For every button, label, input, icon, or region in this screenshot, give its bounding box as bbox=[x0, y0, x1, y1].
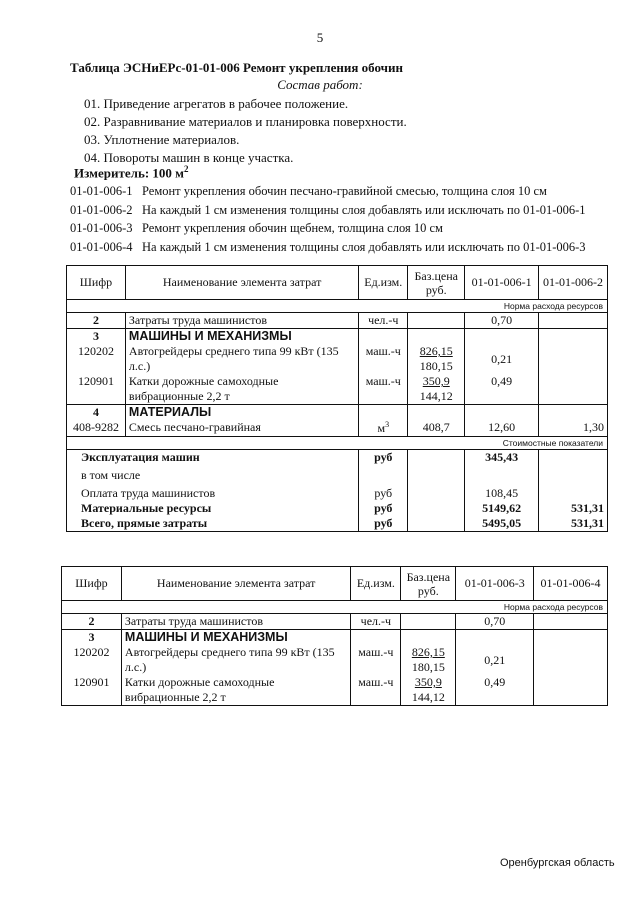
row-value-1: 0,21 bbox=[456, 645, 534, 675]
price-bottom: 180,15 bbox=[411, 660, 445, 674]
norm-caption-row bbox=[62, 601, 608, 614]
cost-value-1: 5149,62 bbox=[465, 501, 539, 516]
row-name: Затраты труда машинистов bbox=[125, 313, 358, 329]
table-row bbox=[62, 675, 608, 706]
empty-cell bbox=[359, 405, 408, 421]
cost-name: Всего, прямые затраты bbox=[67, 516, 359, 532]
header-name: Наименование элемента затрат bbox=[125, 266, 358, 300]
work-steps-list bbox=[84, 95, 407, 167]
cost-value-2: 531,31 bbox=[539, 501, 608, 516]
code-descriptions bbox=[70, 182, 586, 256]
cost-row bbox=[67, 516, 608, 532]
row-unit: чел.-ч bbox=[359, 313, 408, 329]
header-code: Шифр bbox=[62, 567, 122, 601]
row-unit: маш.-ч bbox=[359, 374, 408, 405]
code-line bbox=[70, 238, 586, 257]
row-price bbox=[401, 675, 456, 706]
section-row bbox=[67, 329, 608, 345]
row-unit: маш.-ч bbox=[359, 344, 408, 374]
empty-cell bbox=[408, 501, 465, 516]
row-value-2 bbox=[534, 675, 608, 706]
cost-caption: Стоимостные показатели bbox=[67, 437, 608, 450]
cost-unit: руб bbox=[359, 501, 408, 516]
row-price bbox=[408, 313, 465, 329]
empty-cell bbox=[408, 516, 465, 532]
empty-cell bbox=[465, 405, 539, 421]
row-value-2 bbox=[539, 313, 608, 329]
empty-cell bbox=[408, 329, 465, 345]
row-code: 2 bbox=[67, 313, 126, 329]
code-text: Ремонт укрепления обочин щебнем, толщина слоя 10 см bbox=[142, 221, 443, 235]
price-bottom: 144,12 bbox=[411, 690, 445, 704]
unit-text: м bbox=[377, 421, 386, 435]
code-id: 01-01-006-2 bbox=[70, 202, 133, 217]
price-top: 826,15 bbox=[411, 645, 445, 659]
code-id: 01-01-006-1 bbox=[70, 184, 133, 198]
row-value-1: 0,70 bbox=[465, 313, 539, 329]
row-price bbox=[408, 344, 465, 374]
measurement-unit bbox=[74, 164, 189, 181]
row-value-2: 1,30 bbox=[539, 420, 608, 437]
cost-unit: руб bbox=[359, 483, 408, 501]
price-top: 350,9 bbox=[422, 374, 450, 388]
empty-cell bbox=[539, 329, 608, 345]
section-name: МАШИНЫ И МЕХАНИЗМЫ bbox=[121, 630, 350, 646]
unit-exponent: 3 bbox=[385, 420, 390, 429]
cost-value-1 bbox=[465, 465, 539, 483]
row-unit: чел.-ч bbox=[351, 614, 401, 630]
code-id: 01-01-006-3 bbox=[70, 221, 133, 235]
code-line bbox=[70, 201, 586, 220]
empty-cell bbox=[408, 465, 465, 483]
header-name: Наименование элемента затрат bbox=[121, 567, 350, 601]
code-text: Ремонт укрепления обочин песчано-гравийной смесью, толщина слоя 10 см bbox=[142, 184, 547, 198]
header-col1: 01-01-006-3 bbox=[456, 567, 534, 601]
row-code: 120901 bbox=[62, 675, 122, 706]
measurement-unit-label: Измеритель: 100 м bbox=[74, 165, 185, 181]
empty-cell bbox=[408, 483, 465, 501]
row-name: Автогрейдеры среднего типа 99 кВт (135 л.с.) bbox=[125, 344, 358, 374]
header-unit: Ед.изм. bbox=[359, 266, 408, 300]
section-row bbox=[62, 630, 608, 646]
table-header-row bbox=[62, 567, 608, 601]
cost-unit: руб bbox=[359, 516, 408, 532]
row-code: 120202 bbox=[62, 645, 122, 675]
section-code: 4 bbox=[67, 405, 126, 421]
norm-caption-row bbox=[67, 300, 608, 313]
table-header-row bbox=[67, 266, 608, 300]
page-number: 5 bbox=[316, 30, 324, 45]
row-code: 408-9282 bbox=[67, 420, 126, 437]
empty-cell bbox=[351, 630, 401, 646]
row-unit bbox=[359, 420, 408, 437]
row-code: 120202 bbox=[67, 344, 126, 374]
row-price bbox=[408, 374, 465, 405]
resource-table-1 bbox=[66, 265, 608, 532]
row-code: 2 bbox=[62, 614, 122, 630]
header-price: Баз.цена руб. bbox=[408, 266, 465, 300]
code-text: На каждый 1 см изменения толщины слоя добавлять или исключать по 01-01-006-3 bbox=[142, 239, 586, 254]
cost-value-1: 5495,05 bbox=[465, 516, 539, 532]
row-value-2 bbox=[539, 344, 608, 374]
row-unit: маш.-ч bbox=[351, 645, 401, 675]
empty-cell bbox=[539, 405, 608, 421]
code-text: На каждый 1 см изменения толщины слоя добавлять или исключать по 01-01-006-1 bbox=[142, 202, 586, 217]
row-unit: маш.-ч bbox=[351, 675, 401, 706]
code-line bbox=[70, 182, 586, 201]
table-row bbox=[62, 614, 608, 630]
header-code: Шифр bbox=[67, 266, 126, 300]
measurement-unit-exponent: 2 bbox=[184, 164, 189, 174]
norm-caption: Норма расхода ресурсов bbox=[62, 601, 608, 614]
row-value-1: 12,60 bbox=[465, 420, 539, 437]
empty-cell bbox=[401, 630, 456, 646]
row-name: Катки дорожные самоходные вибрационные 2,2 т bbox=[125, 374, 358, 405]
cost-name: Эксплуатация машин bbox=[67, 450, 359, 466]
section-name: МАШИНЫ И МЕХАНИЗМЫ bbox=[125, 329, 358, 345]
header-unit: Ед.изм. bbox=[351, 567, 401, 601]
cost-value-2 bbox=[539, 483, 608, 501]
table-row bbox=[67, 420, 608, 437]
cost-row bbox=[67, 465, 608, 483]
price-top: 826,15 bbox=[419, 344, 453, 358]
work-composition-heading: Состав работ: bbox=[277, 77, 363, 92]
code-id: 01-01-006-4 bbox=[70, 239, 133, 254]
header-col2: 01-01-006-4 bbox=[534, 567, 608, 601]
work-step: 03. Уплотнение материалов. bbox=[84, 132, 240, 147]
row-price bbox=[401, 645, 456, 675]
empty-cell bbox=[456, 630, 534, 646]
cost-value-2 bbox=[539, 450, 608, 466]
row-value-2 bbox=[534, 614, 608, 630]
cost-row bbox=[67, 501, 608, 516]
empty-cell bbox=[534, 630, 608, 646]
cost-row bbox=[67, 450, 608, 466]
row-value-2 bbox=[534, 645, 608, 675]
work-step: 02. Разравнивание материалов и планировка поверхности. bbox=[84, 114, 407, 129]
cost-unit: руб bbox=[359, 450, 408, 466]
empty-cell bbox=[359, 329, 408, 345]
section-code: 3 bbox=[67, 329, 126, 345]
row-price: 408,7 bbox=[408, 420, 465, 437]
empty-cell bbox=[408, 405, 465, 421]
cost-name: Материальные ресурсы bbox=[67, 501, 359, 516]
price-bottom: 144,12 bbox=[419, 389, 453, 403]
table-row bbox=[62, 645, 608, 675]
row-value-1: 0,49 bbox=[465, 374, 539, 405]
cost-value-1: 108,45 bbox=[465, 483, 539, 501]
header-col1: 01-01-006-1 bbox=[465, 266, 539, 300]
cost-row bbox=[67, 483, 608, 501]
section-code: 3 bbox=[62, 630, 122, 646]
header-col2: 01-01-006-2 bbox=[539, 266, 608, 300]
cost-value-2 bbox=[539, 465, 608, 483]
cost-value-2: 531,31 bbox=[539, 516, 608, 532]
resource-table-2 bbox=[61, 566, 608, 706]
table-title: Таблица ЭСНиЕРс-01-01-006 Ремонт укрепления обочин bbox=[70, 60, 403, 75]
table-row bbox=[67, 374, 608, 405]
row-value-2 bbox=[539, 374, 608, 405]
row-value-1: 0,49 bbox=[456, 675, 534, 706]
row-name: Катки дорожные самоходные вибрационные 2,2 т bbox=[121, 675, 350, 706]
table-row bbox=[67, 313, 608, 329]
row-value-1: 0,70 bbox=[456, 614, 534, 630]
cost-name: в том числе bbox=[67, 465, 359, 483]
norm-caption: Норма расхода ресурсов bbox=[67, 300, 608, 313]
cost-name: Оплата труда машинистов bbox=[67, 483, 359, 501]
empty-cell bbox=[465, 329, 539, 345]
empty-cell bbox=[408, 450, 465, 466]
row-name: Автогрейдеры среднего типа 99 кВт (135 л.с.) bbox=[121, 645, 350, 675]
empty-cell bbox=[401, 614, 456, 630]
code-line bbox=[70, 219, 586, 238]
row-code: 120901 bbox=[67, 374, 126, 405]
price-top: 350,9 bbox=[414, 675, 442, 689]
section-row bbox=[67, 405, 608, 421]
row-name: Затраты труда машинистов bbox=[121, 614, 350, 630]
table-row bbox=[67, 344, 608, 374]
section-name: МАТЕРИАЛЫ bbox=[125, 405, 358, 421]
work-step: 01. Приведение агрегатов в рабочее положение. bbox=[84, 96, 349, 111]
row-name: Смесь песчано-гравийная bbox=[125, 420, 358, 437]
header-price: Баз.цена руб. bbox=[401, 567, 456, 601]
cost-value-1: 345,43 bbox=[465, 450, 539, 466]
footer-region: Оренбургская область bbox=[500, 857, 615, 869]
work-step: 04. Повороты машин в конце участка. bbox=[84, 150, 294, 165]
cost-caption-row bbox=[67, 437, 608, 450]
price-bottom: 180,15 bbox=[419, 359, 453, 373]
row-value-1: 0,21 bbox=[465, 344, 539, 374]
cost-unit bbox=[359, 465, 408, 483]
